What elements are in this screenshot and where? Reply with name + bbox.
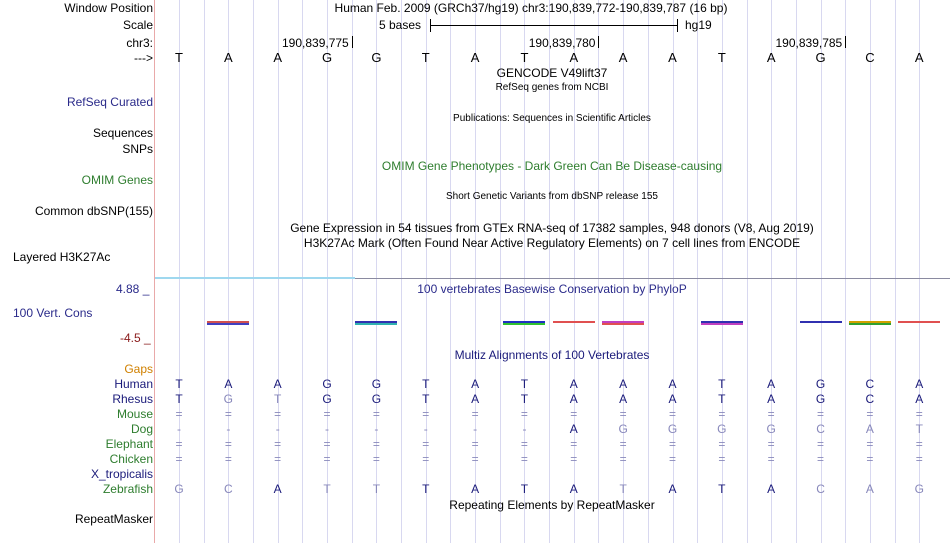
dbsnp-track-title[interactable]: Short Genetic Variants from dbSNP release 155 (446, 191, 658, 202)
aligned-base: G (667, 422, 678, 436)
reference-base: A (618, 50, 628, 65)
reference-base: T (520, 50, 529, 65)
ruler-tick (845, 36, 846, 48)
cons-score-mark (701, 323, 743, 325)
aligned-base: C (816, 482, 825, 496)
aligned-base: G (223, 392, 234, 406)
grid-line (253, 0, 254, 543)
aligned-base: = (175, 452, 183, 466)
aligned-base: T (520, 377, 529, 391)
aligned-base: = (866, 452, 874, 466)
aligned-base: T (422, 482, 430, 496)
aligned-base: G (815, 392, 826, 406)
aligned-base: = (323, 437, 331, 451)
scale-bar-right-tick (677, 19, 678, 32)
ruler-coordinate: 190,839,775 (282, 36, 349, 50)
refseq-track-title[interactable]: RefSeq genes from NCBI (495, 82, 609, 93)
aligned-base: A (471, 392, 480, 406)
aligned-base: A (619, 377, 628, 391)
cons-score-mark (602, 323, 644, 325)
aligned-base: = (372, 407, 380, 421)
aligned-base: = (570, 437, 578, 451)
cons-score-mark (849, 323, 891, 325)
aligned-base: = (817, 407, 825, 421)
cons-score-mark (503, 323, 545, 325)
aligned-base: = (915, 452, 923, 466)
aligned-base: A (767, 377, 776, 391)
window-position-text: Human Feb. 2009 (GRCh37/hg19) chr3:190,839,772-190,839,787 (16 bp) (334, 1, 728, 15)
track-label-h3k27ac[interactable]: Layered H3K27Ac (13, 250, 111, 264)
reference-base: T (421, 50, 430, 65)
aligned-base: = (422, 452, 430, 466)
grid-line (895, 0, 896, 543)
aligned-base: - (177, 422, 181, 436)
grid-line (747, 0, 748, 543)
aligned-base: - (226, 422, 231, 436)
aligned-base: T (619, 482, 627, 496)
aligned-base: = (570, 452, 578, 466)
grid-line (648, 0, 649, 543)
aligned-base: G (371, 377, 382, 391)
aligned-base: A (569, 392, 578, 406)
scale-text: 5 bases (379, 18, 422, 32)
aligned-base: = (767, 452, 775, 466)
aligned-base: = (866, 437, 874, 451)
aligned-base: - (275, 422, 280, 436)
reference-base: A (470, 50, 480, 65)
strand-label: ---> (134, 51, 153, 65)
reference-base: G (815, 50, 826, 65)
aligned-base: G (717, 422, 727, 436)
aligned-base: = (718, 452, 726, 466)
reference-base: A (224, 50, 233, 65)
aligned-base: A (668, 392, 677, 406)
aligned-base: = (372, 452, 380, 466)
aligned-base: T (718, 482, 726, 496)
aligned-base: = (767, 437, 775, 451)
aligned-base: = (323, 407, 331, 421)
aligned-base: - (325, 422, 330, 436)
aligned-base: A (569, 482, 578, 496)
track-label-snps[interactable]: SNPs (122, 142, 153, 156)
species-label[interactable]: Rhesus (112, 392, 153, 406)
aligned-base: A (273, 377, 282, 391)
track-label-repeatmasker[interactable]: RepeatMasker (74, 512, 153, 526)
grid-line (845, 0, 846, 543)
aligned-base: G (815, 377, 826, 391)
aligned-base: = (422, 437, 430, 451)
aligned-base: = (817, 437, 825, 451)
cons-score-mark (898, 321, 940, 323)
aligned-base: T (323, 482, 331, 496)
species-label[interactable]: Mouse (116, 407, 153, 421)
track-label-column (0, 0, 153, 543)
aligned-base: A (569, 422, 578, 436)
reference-base: A (766, 50, 776, 65)
reference-base: T (717, 50, 726, 65)
aligned-base: G (766, 422, 776, 436)
aligned-base: = (619, 407, 627, 421)
aligned-base: G (618, 422, 628, 436)
reference-base: A (914, 50, 924, 65)
gtex-track-title[interactable]: Gene Expression in 54 tissues from GTEx RNA-seq of 17382 samples, 948 donors (V8, Aug 2019) (290, 221, 814, 235)
aligned-base: = (471, 437, 479, 451)
aligned-base: = (471, 407, 479, 421)
track-label-gaps[interactable]: Gaps (124, 362, 153, 376)
scale-bar (430, 25, 678, 26)
reference-base: G (321, 50, 333, 65)
aligned-base: A (471, 482, 480, 496)
aligned-base: A (224, 377, 233, 391)
cons-score-mark (207, 323, 249, 325)
aligned-base: - (473, 422, 478, 436)
multiz-track-title[interactable]: Multiz Alignments of 100 Vertebrates (454, 348, 650, 362)
species-label[interactable]: Chicken (109, 452, 153, 466)
species-label[interactable]: Dog (130, 422, 153, 436)
aligned-base: = (570, 407, 578, 421)
aligned-base: = (274, 407, 282, 421)
track-label-cons[interactable]: 100 Vert. Cons (13, 306, 93, 320)
scale-bar-left-tick (430, 19, 431, 32)
aligned-base: A (471, 377, 480, 391)
aligned-base: A (915, 377, 924, 391)
aligned-base: = (520, 452, 528, 466)
aligned-base: G (322, 377, 332, 391)
aligned-base: = (372, 437, 380, 451)
aligned-base: T (520, 482, 529, 496)
species-label[interactable]: Zebrafish (102, 482, 153, 496)
aligned-base: - (522, 422, 527, 436)
aligned-base: T (915, 422, 923, 436)
track-label-omim[interactable]: OMIM Genes (81, 173, 153, 187)
aligned-base: G (914, 482, 924, 496)
aligned-base: - (374, 422, 379, 436)
gencode-track-title[interactable]: GENCODE V49lift37 (496, 66, 608, 80)
aligned-base: C (865, 377, 875, 391)
aligned-base: A (273, 482, 282, 496)
scale-label: Scale (122, 18, 153, 32)
aligned-base: A (668, 377, 677, 391)
aligned-base: A (668, 482, 677, 496)
grid-line (450, 0, 451, 543)
aligned-base: G (322, 392, 332, 406)
ruler-tick (598, 36, 599, 48)
aligned-base: = (619, 437, 627, 451)
aligned-base: A (767, 482, 776, 496)
aligned-base: A (915, 392, 924, 406)
aligned-base: T (175, 377, 183, 391)
omim-track-title[interactable]: OMIM Gene Phenotypes - Dark Green Can Be Disease-causing (381, 159, 723, 173)
aligned-base: = (718, 407, 726, 421)
h3k27ac-track-title[interactable]: H3K27Ac Mark (Often Found Near Active Regulatory Elements) on 7 cell lines from ENCODE (303, 236, 801, 250)
aligned-base: T (372, 482, 381, 496)
aligned-base: T (274, 392, 282, 406)
aligned-base: C (816, 422, 825, 436)
cons-track-highlight (155, 277, 355, 279)
aligned-base: = (274, 452, 282, 466)
aligned-base: = (175, 437, 183, 451)
reference-base: C (865, 50, 875, 65)
grid-line (302, 0, 303, 543)
aligned-base: A (619, 392, 628, 406)
grid-line (204, 0, 205, 543)
species-label[interactable]: Elephant (105, 437, 153, 451)
aligned-base: = (224, 452, 232, 466)
aligned-base: C (865, 392, 875, 406)
cons-score-mark (800, 321, 842, 323)
aligned-base: = (224, 407, 232, 421)
aligned-base: = (915, 437, 923, 451)
aligned-base: = (224, 437, 232, 451)
reference-base: A (668, 50, 677, 65)
cons-min-label: -4.5 _ (120, 331, 151, 345)
aligned-base: = (817, 452, 825, 466)
aligned-base: A (865, 422, 874, 436)
aligned-base: = (619, 452, 627, 466)
aligned-base: - (423, 422, 428, 436)
aligned-base: = (323, 452, 331, 466)
reference-base: T (175, 50, 183, 65)
aligned-base: T (422, 392, 430, 406)
track-label-sequences[interactable]: Sequences (92, 126, 153, 140)
track-image-area[interactable] (155, 0, 950, 543)
cons-score-mark (553, 321, 595, 323)
aligned-base: T (175, 392, 183, 406)
aligned-base: A (865, 482, 874, 496)
aligned-base: = (520, 407, 528, 421)
aligned-base: = (915, 407, 923, 421)
reference-base: G (371, 50, 382, 65)
grid-line (401, 0, 402, 543)
aligned-base: = (866, 407, 874, 421)
aligned-base: = (471, 452, 479, 466)
aligned-base: T (718, 377, 726, 391)
aligned-base: A (569, 377, 578, 391)
aligned-base: T (422, 377, 430, 391)
reference-base: A (569, 50, 579, 65)
aligned-base: G (371, 392, 382, 406)
window-position-label: Window Position (64, 1, 153, 15)
cons-track-title[interactable]: 100 vertebrates Basewise Conservation by PhyloP (417, 282, 687, 296)
aligned-base: T (520, 392, 529, 406)
species-label[interactable]: X_tropicalis (90, 467, 153, 481)
aligned-base: = (767, 407, 775, 421)
aligned-base: T (718, 392, 726, 406)
aligned-base: = (274, 437, 282, 451)
chrom-label: chr3: (126, 36, 153, 50)
publications-track-title[interactable]: Publications: Sequences in Scientific Articles (453, 113, 651, 124)
aligned-base: = (520, 437, 528, 451)
aligned-base: = (422, 407, 430, 421)
reference-base: A (273, 50, 283, 65)
cons-score-mark (355, 323, 397, 325)
track-label-dbsnp[interactable]: Common dbSNP(155) (34, 204, 153, 218)
ruler-coordinate: 190,839,780 (528, 36, 596, 50)
cons-max-label: 4.88 _ (116, 282, 150, 296)
species-label[interactable]: Human (114, 377, 153, 391)
aligned-base: G (174, 482, 184, 496)
aligned-base: = (668, 407, 676, 421)
grid-line (796, 0, 797, 543)
grid-line (697, 0, 698, 543)
aligned-base: = (718, 437, 726, 451)
grid-line (352, 0, 353, 543)
assembly-label: hg19 (685, 18, 712, 32)
aligned-base: A (767, 392, 776, 406)
aligned-base: = (668, 437, 676, 451)
repeatmasker-track-title[interactable]: Repeating Elements by RepeatMasker (449, 498, 655, 512)
aligned-base: = (668, 452, 676, 466)
aligned-base: = (175, 407, 183, 421)
track-label-refseq[interactable]: RefSeq Curated (66, 95, 153, 109)
ruler-coordinate: 190,839,785 (775, 36, 843, 50)
aligned-base: C (224, 482, 233, 496)
ruler-tick (352, 36, 353, 48)
